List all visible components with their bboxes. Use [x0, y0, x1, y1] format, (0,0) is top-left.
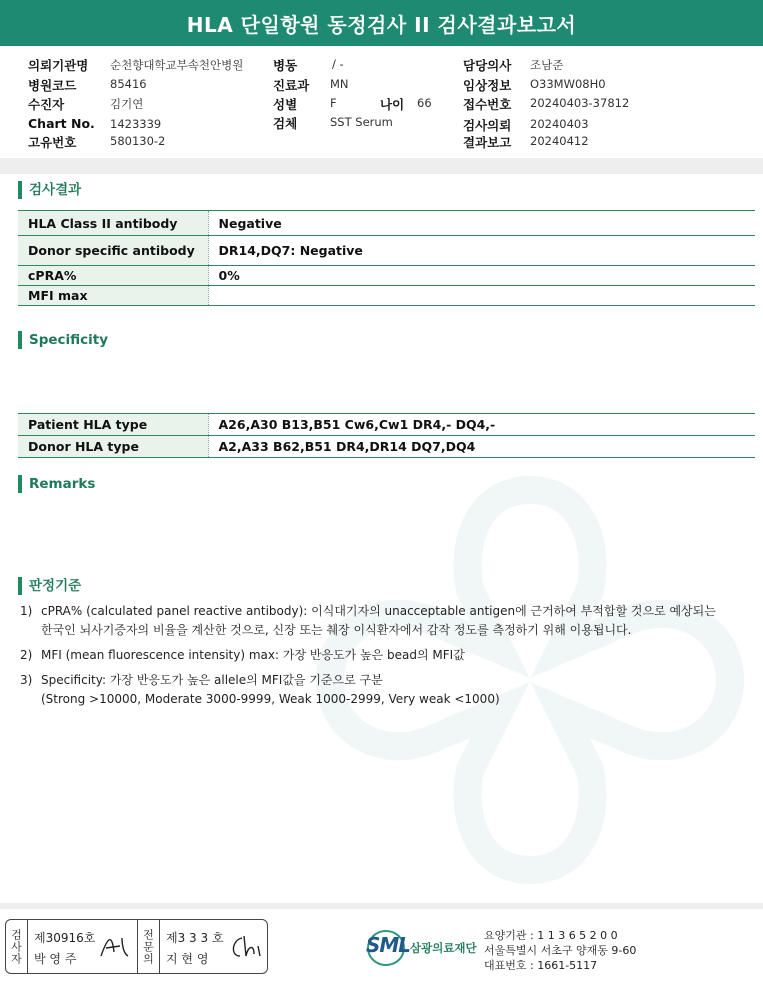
- result-value: Negative: [208, 211, 755, 236]
- result-key: Donor specific antibody: [18, 236, 208, 266]
- criteria-line: MFI (mean fluorescence intensity) max: 가장 반응도가 높은 bead의 MFI값: [41, 648, 465, 662]
- criteria-line: 한국인 뇌사기증자의 비율을 계산한 것으로, 신장 또는 췌장 이식환자에서 감작 정도를 측정하기 위해 이용됩니다.: [41, 623, 632, 637]
- institution-code: 요양기관 : 1 1 3 6 5 2 0 0: [484, 929, 618, 942]
- tester-name: 박 영 주: [34, 952, 77, 966]
- specialist-signature-icon: [228, 932, 264, 962]
- criteria-heading: 판정기준: [18, 577, 81, 595]
- address: 서울특별시 서초구 양재동 9-60: [484, 944, 637, 957]
- inst-value: 순천향대학교부속천안병원: [110, 58, 244, 72]
- table-row: [18, 266, 755, 286]
- logo-text: SML: [366, 933, 411, 957]
- sex-value: F: [330, 96, 337, 110]
- tester-license: 제30916호: [34, 931, 96, 945]
- specimen-value: SST Serum: [330, 115, 393, 129]
- hla-type-table: [18, 413, 755, 458]
- criteria-number: 3): [20, 673, 33, 687]
- request-label: 검사의뢰: [463, 118, 512, 133]
- list-item: [20, 646, 740, 665]
- criteria-list: [20, 602, 740, 715]
- specialist-name: 지 현 영: [166, 952, 209, 966]
- uid-label: 고유번호: [28, 135, 77, 150]
- ward-value: / -: [332, 57, 344, 71]
- specialist-label: [138, 920, 158, 973]
- table-row: [18, 414, 755, 436]
- hcode-label: 병원코드: [28, 78, 77, 93]
- patient-info: [0, 56, 763, 152]
- criteria-line: cPRA% (calculated panel reactive antibody): 이식대기자의 unacceptable antigen에 근거하여 부적합할 것으로 예상되는: [41, 604, 716, 618]
- dept-value: MN: [330, 77, 349, 91]
- report-date-label: 결과보고: [463, 135, 512, 150]
- ward-label: 병동: [273, 58, 298, 73]
- patient-value: 김기연: [110, 97, 144, 111]
- table-row: [18, 211, 755, 236]
- inst-label: 의뢰기관명: [28, 58, 89, 73]
- hla-value: A2,A33 B62,B51 DR4,DR14 DQ7,DQ4: [208, 436, 755, 458]
- chart-label: Chart No.: [28, 116, 95, 131]
- table-row: [18, 236, 755, 266]
- phone: 대표번호 : 1661-5117: [484, 959, 598, 972]
- hla-key: Patient HLA type: [18, 414, 208, 436]
- report-title: HLA 단일항원 동정검사 II 검사결과보고서: [0, 0, 763, 46]
- criteria-number: 2): [20, 648, 33, 662]
- doctor-label: 담당의사: [463, 58, 512, 73]
- result-value: DR14,DQ7: Negative: [208, 236, 755, 266]
- list-item: [20, 602, 740, 640]
- sex-label: 성별: [273, 97, 298, 112]
- divider: [159, 920, 160, 973]
- signature-box: [5, 919, 268, 974]
- receipt-value: 20240403-37812: [530, 96, 630, 110]
- tester-signature-icon: [98, 932, 132, 962]
- specialist-license: 제3 3 3 호: [166, 931, 224, 945]
- remarks-heading: Remarks: [18, 475, 95, 493]
- footer-separator: [0, 903, 763, 909]
- org-name: 삼광의료재단: [410, 941, 477, 955]
- clinical-label: 임상정보: [463, 78, 512, 93]
- result-key: cPRA%: [18, 266, 208, 286]
- results-heading: 검사결과: [18, 181, 81, 199]
- result-key: HLA Class II antibody: [18, 211, 208, 236]
- receipt-label: 접수번호: [463, 97, 512, 112]
- tester-label: [6, 920, 26, 973]
- specialist-label-text: 전문의: [141, 928, 155, 965]
- table-row: [18, 436, 755, 458]
- divider: [27, 920, 28, 973]
- result-value: 0%: [208, 266, 755, 286]
- result-key: MFI max: [18, 286, 208, 306]
- chart-value: 1423339: [110, 117, 162, 131]
- clinical-value: O33MW08H0: [530, 77, 606, 91]
- result-value: [208, 286, 755, 306]
- specimen-label: 검체: [273, 116, 298, 131]
- specificity-heading: Specificity: [18, 331, 108, 349]
- age-value: 66: [417, 96, 432, 110]
- request-value: 20240403: [530, 117, 589, 131]
- patient-label: 수진자: [28, 97, 65, 112]
- results-table: [18, 210, 755, 306]
- hla-value: A26,A30 B13,B51 Cw6,Cw1 DR4,- DQ4,-: [208, 414, 755, 436]
- age-label: 나이: [380, 97, 405, 112]
- criteria-line: (Strong >10000, Moderate 3000-9999, Weak 1000-2999, Very weak <1000): [41, 692, 500, 706]
- list-item: [20, 671, 740, 709]
- table-row: [18, 286, 755, 306]
- contact-info: [484, 928, 636, 973]
- dept-label: 진료과: [273, 78, 310, 93]
- criteria-line: Specificity: 가장 반응도가 높은 allele의 MFI값을 기준으로 구분: [41, 673, 383, 687]
- report-date-value: 20240412: [530, 134, 589, 148]
- tester-label-text: 검사자: [9, 928, 23, 965]
- doctor-value: 조남준: [530, 58, 564, 72]
- header-separator: [0, 158, 763, 174]
- hcode-value: 85416: [110, 77, 147, 91]
- uid-value: 580130-2: [110, 134, 166, 148]
- hla-key: Donor HLA type: [18, 436, 208, 458]
- criteria-number: 1): [20, 604, 33, 618]
